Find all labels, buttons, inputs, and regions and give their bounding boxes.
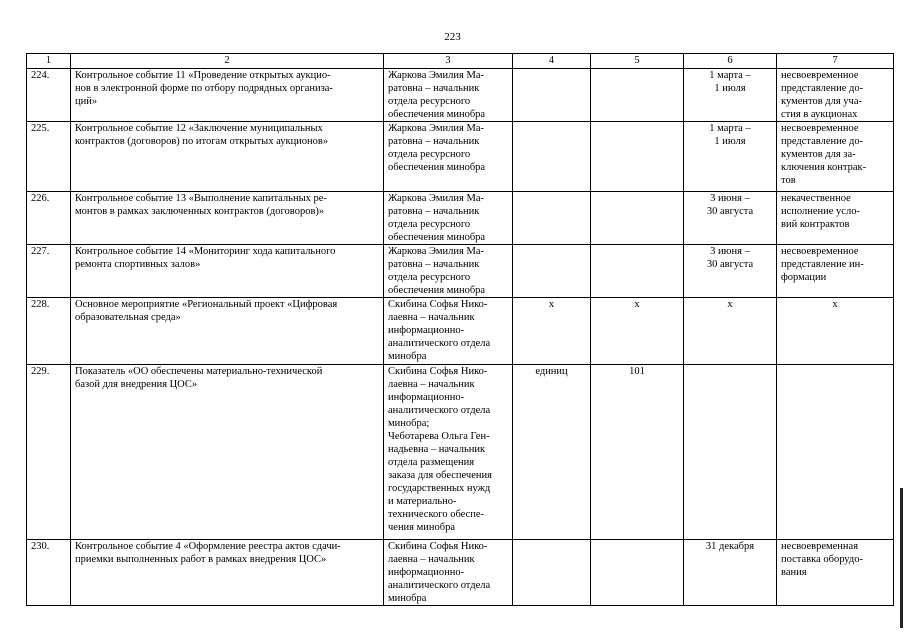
event-name-cell: Контрольное событие 14 «Мониторинг хода капитального ремонта спортивных залов» — [71, 245, 384, 298]
table-row — [27, 245, 894, 298]
column-header: 7 — [777, 54, 894, 69]
risk-cell — [777, 365, 894, 540]
column-header: 6 — [684, 54, 777, 69]
value-cell: 101 — [591, 365, 684, 540]
risk-cell: х — [777, 298, 894, 365]
row-number-cell: 227. — [27, 245, 71, 298]
event-name-cell: Контрольное событие 12 «Заключение муниципальных контрактов (договоров) по итогам открытых аукционов» — [71, 122, 384, 192]
responsible-cell: Скибина Софья Нико- лаевна – начальник информационно- аналитического отдела минобра; Чеботарева Ольга Ген- надьевна – начальник отдела размещения заказа для обеспечения государственных нужд и материально- технического обеспе- чения минобра — [384, 365, 513, 540]
plan-table — [26, 53, 894, 606]
value-cell — [591, 540, 684, 606]
risk-cell: несвоевременная поставка оборудо- вания — [777, 540, 894, 606]
table-row — [27, 122, 894, 192]
period-cell: х — [684, 298, 777, 365]
risk-cell: несвоевременное представление до- кументов для за- ключения контрак- тов — [777, 122, 894, 192]
row-number-cell: 226. — [27, 192, 71, 245]
responsible-cell: Жаркова Эмилия Ма- ратовна – начальник отдела ресурсного обеспечения минобра — [384, 245, 513, 298]
value-cell — [591, 245, 684, 298]
value-cell — [591, 192, 684, 245]
value-cell: х — [591, 298, 684, 365]
unit-cell — [513, 192, 591, 245]
page-number: 223 — [444, 31, 461, 43]
unit-cell: х — [513, 298, 591, 365]
period-cell: 1 марта – 1 июля — [684, 122, 777, 192]
responsible-cell: Жаркова Эмилия Ма- ратовна – начальник отдела ресурсного обеспечения минобра — [384, 69, 513, 122]
unit-cell: единиц — [513, 365, 591, 540]
risk-cell: некачественное исполнение усло- вий контрактов — [777, 192, 894, 245]
scan-edge-mark — [900, 488, 903, 628]
row-number-cell: 225. — [27, 122, 71, 192]
period-cell: 3 июня – 30 августа — [684, 245, 777, 298]
table-header-row — [27, 54, 894, 69]
row-number-cell: 230. — [27, 540, 71, 606]
value-cell — [591, 122, 684, 192]
table-row — [27, 192, 894, 245]
responsible-cell: Жаркова Эмилия Ма- ратовна – начальник отдела ресурсного обеспечения минобра — [384, 192, 513, 245]
unit-cell — [513, 69, 591, 122]
event-name-cell: Контрольное событие 13 «Выполнение капитальных ре- монтов в рамках заключенных контрактов (договоров)» — [71, 192, 384, 245]
risk-cell: несвоевременное представление до- кументов для уча- стия в аукционах — [777, 69, 894, 122]
column-header: 5 — [591, 54, 684, 69]
event-name-cell: Контрольное событие 11 «Проведение открытых аукцио- нов в электронной форме по отбору подрядных организа- ций» — [71, 69, 384, 122]
table-row — [27, 69, 894, 122]
responsible-cell: Жаркова Эмилия Ма- ратовна – начальник отдела ресурсного обеспечения минобра — [384, 122, 513, 192]
risk-cell: несвоевременное представление ин- формации — [777, 245, 894, 298]
unit-cell — [513, 245, 591, 298]
unit-cell — [513, 540, 591, 606]
responsible-cell: Скибина Софья Нико- лаевна – начальник информационно- аналитического отдела минобра — [384, 540, 513, 606]
column-header: 3 — [384, 54, 513, 69]
value-cell — [591, 69, 684, 122]
column-header: 1 — [27, 54, 71, 69]
period-cell — [684, 365, 777, 540]
table-row — [27, 540, 894, 606]
row-number-cell: 224. — [27, 69, 71, 122]
event-name-cell: Основное мероприятие «Региональный проект «Цифровая образовательная среда» — [71, 298, 384, 365]
row-number-cell: 228. — [27, 298, 71, 365]
table-row — [27, 298, 894, 365]
period-cell: 1 марта – 1 июля — [684, 69, 777, 122]
unit-cell — [513, 122, 591, 192]
column-header: 2 — [71, 54, 384, 69]
period-cell: 3 июня – 30 августа — [684, 192, 777, 245]
event-name-cell: Показатель «ОО обеспечены материально-технической базой для внедрения ЦОС» — [71, 365, 384, 540]
table-row — [27, 365, 894, 540]
event-name-cell: Контрольное событие 4 «Оформление реестра актов сдачи- приемки выполненных работ в рамках внедрения ЦОС» — [71, 540, 384, 606]
column-header: 4 — [513, 54, 591, 69]
period-cell: 31 декабря — [684, 540, 777, 606]
responsible-cell: Скибина Софья Нико- лаевна – начальник информационно- аналитического отдела минобра — [384, 298, 513, 365]
row-number-cell: 229. — [27, 365, 71, 540]
